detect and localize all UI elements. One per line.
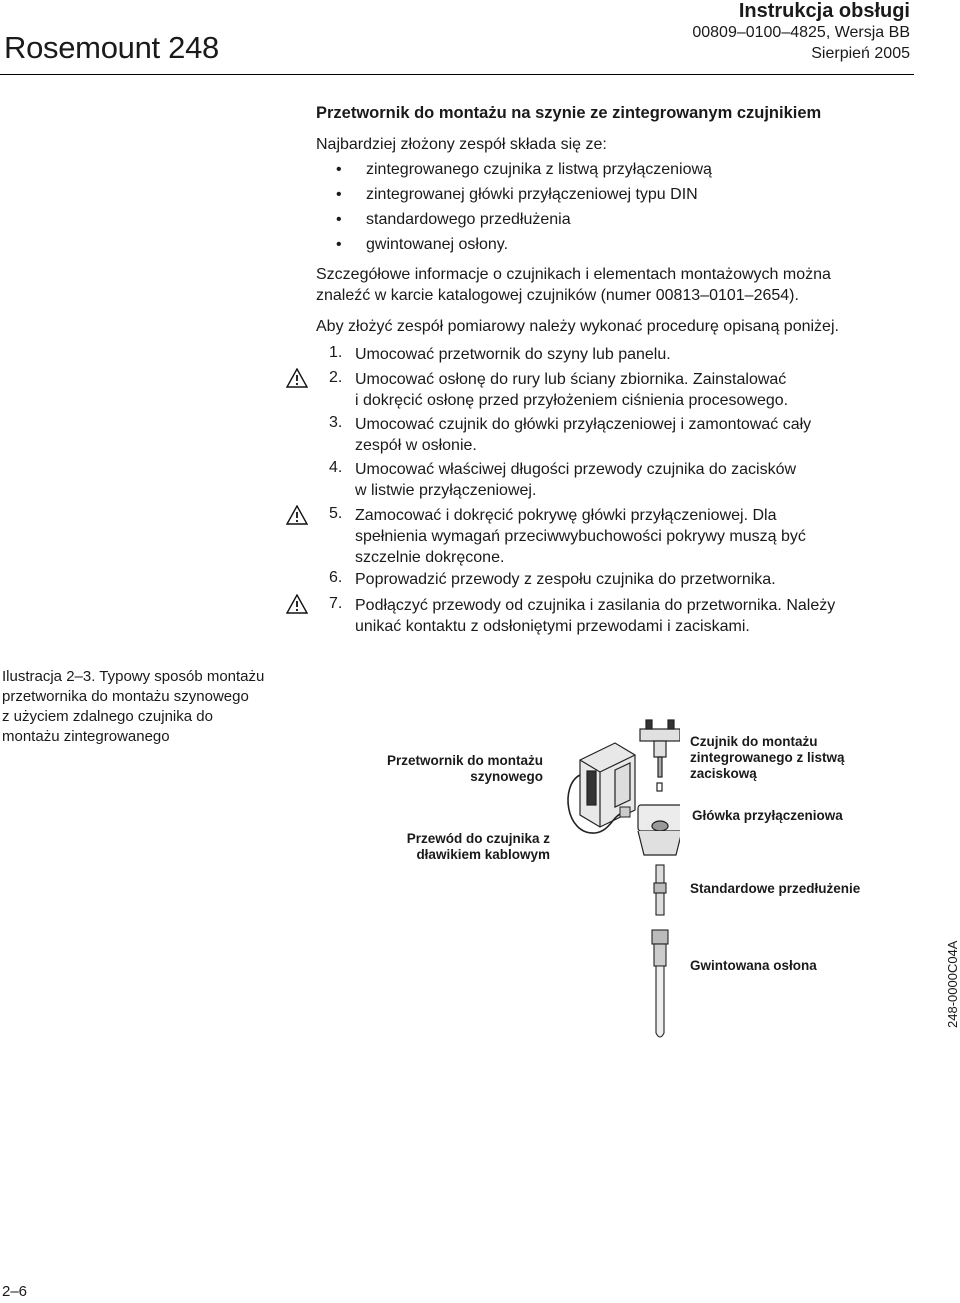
label-sensor xyxy=(690,734,845,782)
list-item: • zintegrowanej główki przyłączeniowej typu DIN xyxy=(336,186,698,203)
step-text xyxy=(355,595,915,637)
doc-date: Sierpień 2005 xyxy=(811,45,910,62)
warning-triangle-icon xyxy=(286,368,308,388)
caption-line: z użyciem zdalnego czujnika do xyxy=(2,708,213,725)
paragraph-line: Szczegółowe informacje o czujnikach i elementach montażowych można xyxy=(316,266,831,283)
list-item: • gwintowanej osłony. xyxy=(336,236,509,253)
doc-title: Instrukcja obsługi xyxy=(738,0,910,22)
label-transmitter xyxy=(360,753,543,785)
connection-head-drawing xyxy=(638,805,680,855)
step-line: spełnienia wymagań przeciwwybuchowości pokrywy muszą być xyxy=(355,528,806,545)
thermowell-drawing xyxy=(652,930,668,1037)
step-number: 5. xyxy=(329,505,343,522)
caption-line: montażu zintegrowanego xyxy=(2,728,170,745)
label-line: Przetwornik do montażu xyxy=(386,753,543,768)
step-text xyxy=(355,505,915,568)
label-line: dławikiem kablowym xyxy=(416,847,550,862)
terminal-sensor-drawing xyxy=(640,720,680,791)
step-line: Umocować osłonę do rury lub ściany zbiornika. Zainstalować xyxy=(355,371,787,388)
step-line: unikać kontaktu z odsłoniętymi przewodami i zaciskami. xyxy=(355,618,750,635)
step-text xyxy=(355,414,915,456)
label-line: Przewód do czujnika z xyxy=(406,831,550,846)
paragraph-sensors xyxy=(316,264,831,306)
header-meta xyxy=(692,0,910,64)
label-line: szynowego xyxy=(470,769,543,784)
list-item: • zintegrowanego czujnika z listwą przyłączeniową xyxy=(336,161,712,178)
section-title: Przetwornik do montażu na szynie ze zintegrowanym czujnikiem xyxy=(316,104,822,122)
step-text xyxy=(355,369,915,411)
step-number: 4. xyxy=(329,459,343,476)
section-intro: Najbardziej złożony zespół składa się ze: xyxy=(316,136,607,153)
step-line: Zamocować i dokręcić pokrywę główki przyłączeniowej. Dla xyxy=(355,507,777,524)
step-line: Umocować czujnik do główki przyłączeniowej i zamontować cały xyxy=(355,416,812,433)
step-text xyxy=(355,344,915,365)
paragraph-line: znaleźć w karcie katalogowej czujników (numer 00813–0101–2654). xyxy=(316,287,799,304)
step-text xyxy=(355,459,915,501)
extension-drawing xyxy=(654,865,666,915)
doc-number: 00809–0100–4825, Wersja BB xyxy=(692,24,910,41)
paragraph-procedure: Aby złożyć zespół pomiarowy należy wykonać procedurę opisaną poniżej. xyxy=(316,318,839,335)
label-cable xyxy=(360,831,550,863)
list-item: • standardowego przedłużenia xyxy=(336,211,571,228)
warning-triangle-icon xyxy=(286,594,308,614)
label-head: Główka przyłączeniowa xyxy=(692,808,843,823)
step-line: zespół w osłonie. xyxy=(355,437,477,454)
step-line: i dokręcić osłonę przed przyłożeniem ciśnienia procesowego. xyxy=(355,392,789,409)
figure-caption xyxy=(2,667,287,747)
cable-gland-drawing xyxy=(620,807,630,817)
step-text xyxy=(355,569,915,590)
bullet-text: standardowego przedłużenia xyxy=(366,211,571,228)
step-line: szczelnie dokręcone. xyxy=(355,549,505,566)
assembly-illustration xyxy=(560,715,680,1045)
step-line: Umocować przetwornik do szyny lub panelu. xyxy=(355,346,671,363)
step-line: Umocować właściwej długości przewody czujnika do zacisków xyxy=(355,461,797,478)
step-line: w listwie przyłączeniowej. xyxy=(355,482,537,499)
caption-line: przetwornika do montażu szynowego xyxy=(2,688,249,705)
header-rule xyxy=(0,74,914,75)
label-line: zaciskową xyxy=(690,766,757,781)
label-extension: Standardowe przedłużenie xyxy=(690,881,861,896)
step-number: 6. xyxy=(329,569,343,586)
step-number: 3. xyxy=(329,414,343,431)
step-number: 1. xyxy=(329,344,343,361)
step-number: 7. xyxy=(329,595,343,612)
bullet-text: gwintowanej osłony. xyxy=(366,236,509,253)
label-thermowell: Gwintowana osłona xyxy=(690,958,817,973)
step-line: Poprowadzić przewody z zespołu czujnika do przetwornika. xyxy=(355,571,776,588)
step-line: Podłączyć przewody od czujnika i zasilania do przetwornika. Należy xyxy=(355,597,836,614)
bullet-text: zintegrowanego czujnika z listwą przyłączeniową xyxy=(366,161,712,178)
bullet-text: zintegrowanej główki przyłączeniowej typu DIN xyxy=(366,186,698,203)
figure-code: 248-0000C04A xyxy=(945,940,960,1028)
step-number: 2. xyxy=(329,369,343,386)
caption-line: Ilustracja 2–3. Typowy sposób montażu xyxy=(2,668,265,685)
warning-triangle-icon xyxy=(286,505,308,525)
label-line: zintegrowanego z listwą xyxy=(690,750,845,765)
page-number: 2–6 xyxy=(2,1283,28,1300)
label-line: Czujnik do montażu xyxy=(690,734,818,749)
product-name: Rosemount 248 xyxy=(4,30,219,65)
